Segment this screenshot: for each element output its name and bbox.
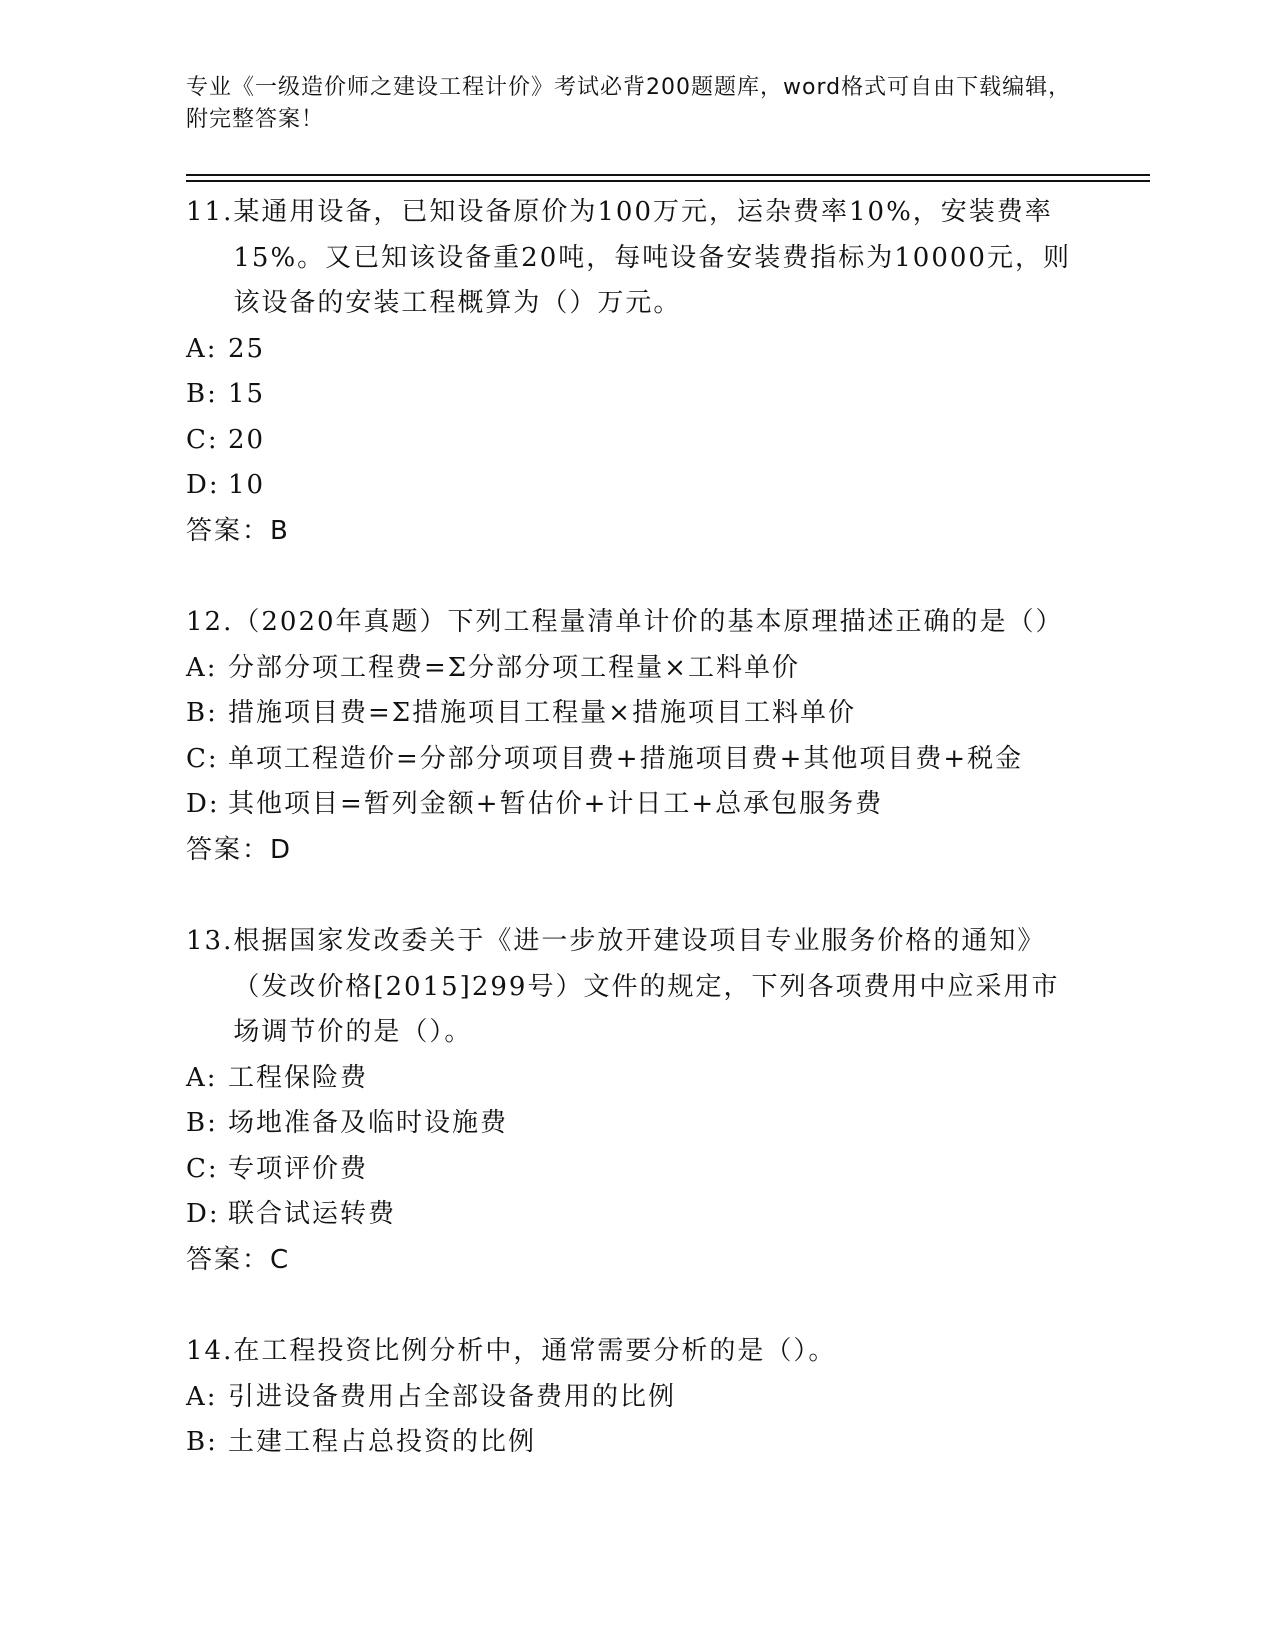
- option-a: [186, 1375, 1086, 1421]
- option-text: 10: [228, 470, 266, 500]
- option-text: 15: [228, 379, 266, 409]
- option-letter: A:: [186, 652, 218, 683]
- question-12: [186, 600, 1086, 873]
- header-rule-bottom: [186, 180, 1150, 182]
- option-letter: D:: [186, 1199, 220, 1229]
- answer-line: 答案：C: [186, 1244, 291, 1275]
- option-letter: C:: [186, 743, 219, 774]
- option-b: [186, 691, 1086, 737]
- header-rule-top: [186, 174, 1150, 176]
- answer-line: 答案：D: [186, 834, 293, 865]
- option-d: [186, 782, 1086, 828]
- option-text: 引进设备费用占全部设备费用的比例: [228, 1381, 677, 1412]
- question-stem: [186, 1329, 1086, 1375]
- question-text: （2020年真题）下列工程量清单计价的基本原理描述正确的是（）: [233, 607, 1064, 637]
- option-letter: B:: [186, 1108, 218, 1138]
- question-number: 12.: [186, 607, 234, 637]
- question-number: 13.: [186, 926, 234, 956]
- option-letter: B:: [186, 698, 218, 728]
- question-stem: [186, 190, 1086, 327]
- option-letter: C:: [186, 1153, 219, 1184]
- option-letter: A:: [186, 1381, 218, 1412]
- option-letter: A:: [186, 333, 218, 364]
- question-stem: [186, 919, 1086, 1056]
- option-d: [186, 1192, 1086, 1238]
- answer-line: 答案：B: [186, 515, 290, 546]
- option-text: 分部分项工程费=Σ分部分项工程量×工料单价: [228, 652, 800, 683]
- option-c: [186, 737, 1086, 783]
- question-list: [186, 190, 1086, 1512]
- option-a: [186, 327, 1086, 373]
- option-text: 工程保险费: [228, 1062, 369, 1093]
- option-a: [186, 646, 1086, 692]
- option-text: 20: [228, 424, 266, 455]
- option-letter: C:: [186, 424, 219, 455]
- option-c: [186, 1147, 1086, 1193]
- option-b: [186, 1420, 1086, 1466]
- option-a: [186, 1056, 1086, 1102]
- option-text: 专项评价费: [228, 1153, 369, 1184]
- option-d: [186, 463, 1086, 509]
- question-number: 11.: [186, 197, 234, 227]
- option-letter: D:: [186, 789, 220, 819]
- question-13: [186, 919, 1086, 1283]
- option-letter: D:: [186, 470, 220, 500]
- option-letter: A:: [186, 1062, 218, 1093]
- option-text: 联合试运转费: [228, 1199, 397, 1229]
- option-text: 场地准备及临时设施费: [228, 1108, 509, 1138]
- option-text: 土建工程占总投资的比例: [228, 1427, 537, 1457]
- option-letter: B:: [186, 379, 218, 409]
- option-text: 措施项目费=Σ措施项目工程量×措施项目工料单价: [228, 698, 856, 728]
- question-text: 某通用设备，已知设备原价为100万元，运杂费率10%，安装费率15%。又已知该设备重20吨，每吨设备安装费指标为10000元，则该设备的安装工程概算为（）万元。: [233, 197, 1071, 318]
- option-b: [186, 372, 1086, 418]
- question-14: [186, 1329, 1086, 1466]
- question-number: 14.: [186, 1336, 234, 1366]
- option-text: 单项工程造价=分部分项项目费+措施项目费+其他项目费+税金: [228, 743, 1024, 774]
- option-c: [186, 418, 1086, 464]
- question-stem: [186, 600, 1086, 646]
- option-letter: B:: [186, 1427, 218, 1457]
- option-b: [186, 1101, 1086, 1147]
- question-11: [186, 190, 1086, 554]
- question-text: 根据国家发改委关于《进一步放开建设项目专业服务价格的通知》（发改价格[2015]299号）文件的规定，下列各项费用中应采用市场调节价的是（）。: [233, 926, 1060, 1047]
- document-header: 专业《一级造价师之建设工程计价》考试必背200题题库，word格式可自由下载编辑，附完整答案！: [186, 75, 1072, 132]
- option-text: 其他项目=暂列金额+暂估价+计日工+总承包服务费: [228, 789, 884, 819]
- question-text: 在工程投资比例分析中，通常需要分析的是（）。: [233, 1336, 837, 1366]
- option-text: 25: [228, 333, 266, 364]
